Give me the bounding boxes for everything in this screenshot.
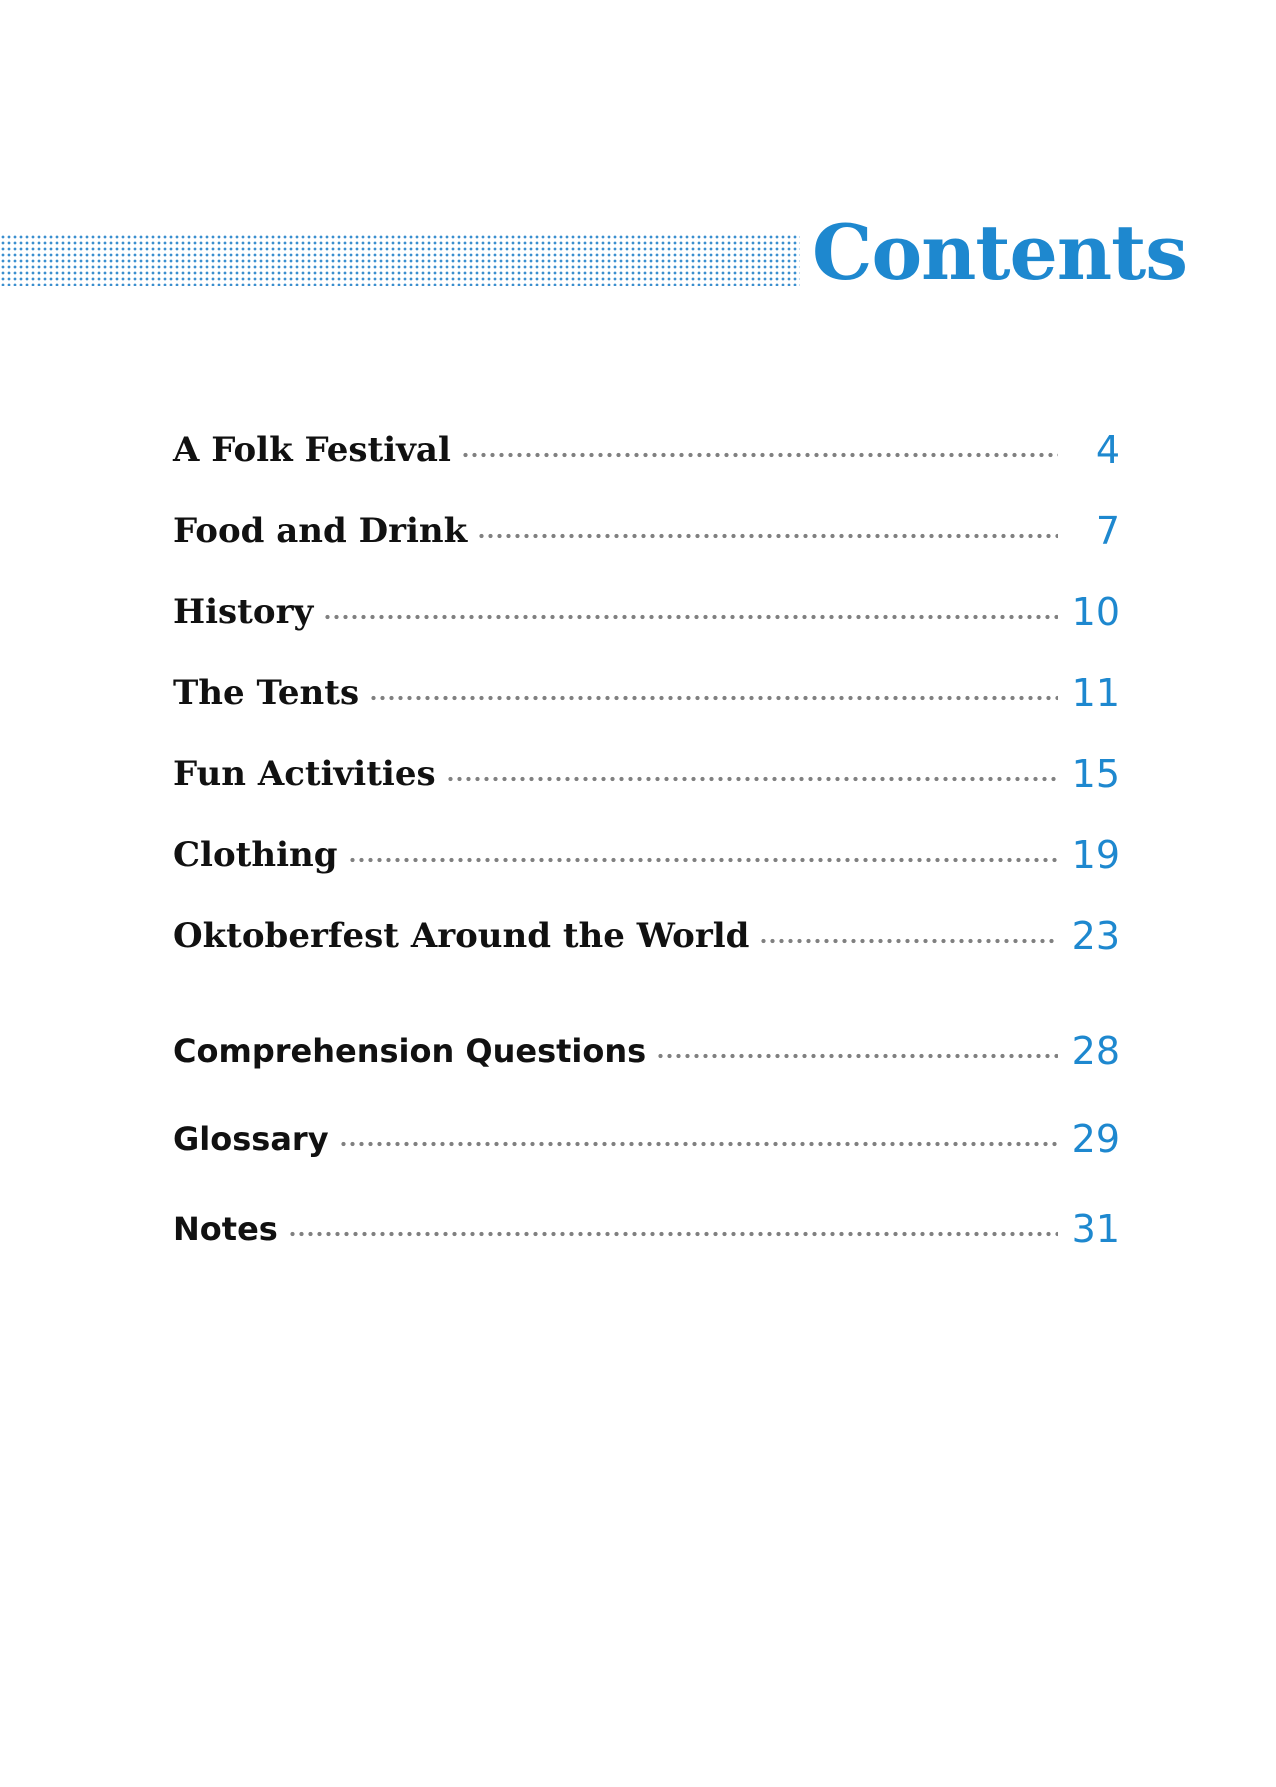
toc-entry-the-tents[interactable] (173, 668, 1120, 718)
toc-entry-page-number: 4 (1095, 428, 1120, 472)
toc-entry-label: Clothing (173, 835, 338, 875)
toc-entry-page-number: 23 (1071, 914, 1120, 958)
toc-entry-a-folk-festival[interactable] (173, 425, 1120, 475)
dot-leader (461, 452, 1058, 458)
toc-entry-label: The Tents (173, 673, 360, 713)
toc-entry-label: A Folk Festival (173, 430, 451, 470)
dot-leader (477, 533, 1058, 539)
toc-entry-page-number: 7 (1095, 509, 1120, 553)
toc-entry-label: Oktoberfest Around the World (173, 916, 750, 956)
toc-entry-label: Glossary (173, 1120, 329, 1158)
page-title: Contents (812, 208, 1188, 297)
toc-entry-clothing[interactable] (173, 830, 1120, 880)
toc-entry-label: Comprehension Questions (173, 1032, 647, 1070)
toc-entry-page-number: 29 (1071, 1117, 1120, 1161)
toc-entry-label: History (173, 592, 314, 632)
dot-leader (339, 1141, 1058, 1147)
dot-leader (656, 1053, 1058, 1059)
contents-heading (0, 208, 1276, 304)
toc-entry-glossary[interactable] (173, 1114, 1120, 1164)
dot-leader (369, 695, 1058, 701)
toc-entry-page-number: 28 (1071, 1029, 1120, 1073)
toc-entry-label: Fun Activities (173, 754, 436, 794)
toc-entry-notes[interactable] (173, 1204, 1120, 1254)
toc-entry-page-number: 19 (1071, 833, 1120, 877)
toc-entry-history[interactable] (173, 587, 1120, 637)
toc-entry-label: Food and Drink (173, 511, 468, 551)
decorative-dot-band (0, 234, 800, 286)
toc-entry-page-number: 10 (1071, 590, 1120, 634)
toc-entry-food-and-drink[interactable] (173, 506, 1120, 556)
toc-entry-label: Notes (173, 1210, 278, 1248)
dot-leader (759, 938, 1058, 944)
dot-leader (323, 614, 1058, 620)
dot-leader (288, 1231, 1058, 1237)
toc-entry-oktoberfest-around-the-world[interactable] (173, 911, 1120, 961)
toc-entry-page-number: 15 (1071, 752, 1120, 796)
toc-entry-page-number: 31 (1071, 1207, 1120, 1251)
toc-entry-comprehension-questions[interactable] (173, 1026, 1120, 1076)
toc-entry-fun-activities[interactable] (173, 749, 1120, 799)
toc-entry-page-number: 11 (1071, 671, 1120, 715)
dot-leader (446, 776, 1058, 782)
dot-leader (348, 857, 1059, 863)
